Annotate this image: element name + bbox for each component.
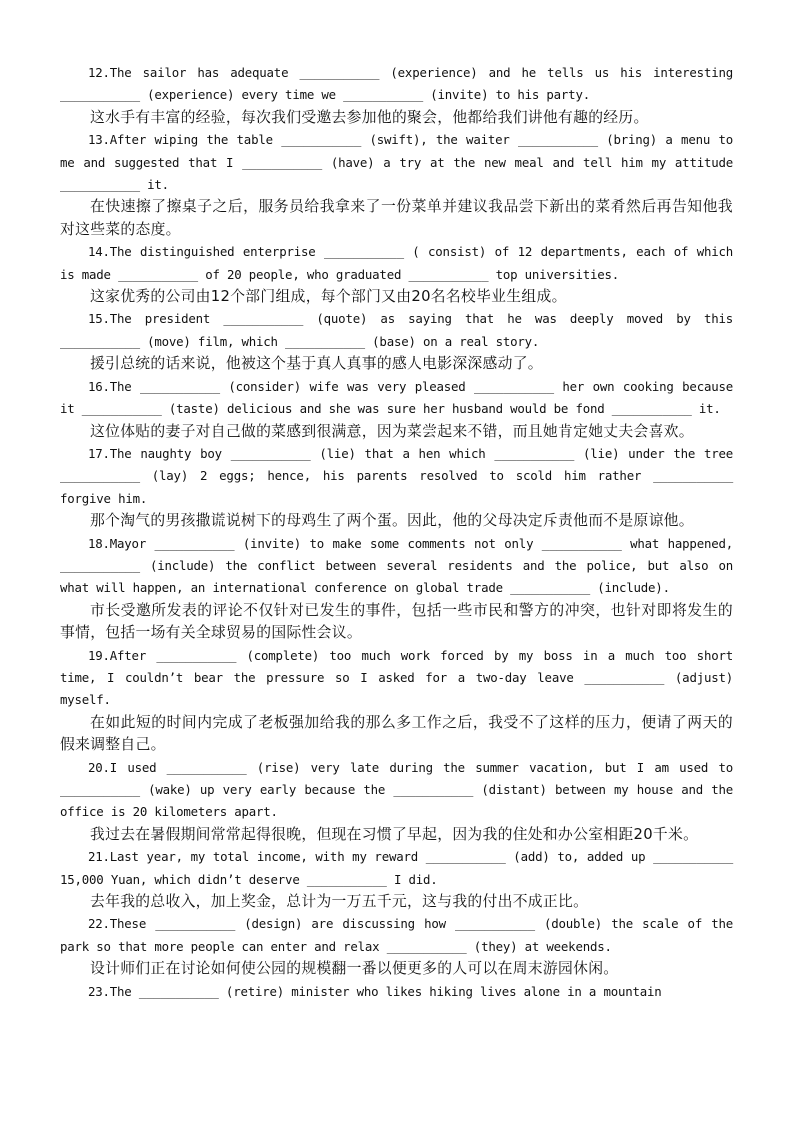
worksheet-page: [60, 62, 733, 1003]
exercise-item-19: [60, 645, 733, 757]
exercise-translation: 在快速擦了擦桌子之后，服务员给我拿来了一份菜单并建议我品尝下新出的菜肴然后再告知他我对这些菜的态度。: [60, 198, 733, 238]
exercise-translation: 援引总统的话来说，他被这个基于真人真事的感人电影深深感动了。: [90, 355, 543, 373]
exercise-item-14: [60, 241, 733, 308]
exercise-item-15: [60, 308, 733, 375]
exercise-translation: 市长受邀所发表的评论不仅针对已发生的事件，包括一些市民和警方的冲突，也针对即将发生的事情，包括一场有关全球贸易的国际性会议。: [60, 601, 733, 642]
exercise-sentence: 18.Mayor ___________ (invite) to make some comments not only ___________ what happened, ___________ (include) the conflict between several residents and the police, but also on what will happen, an international conference on global trade ___________ (include).: [60, 535, 733, 596]
exercise-sentence: 20.I used ___________ (rise) very late during the summer vacation, but I am used to ___________ (wake) up very early because the ___________ (distant) between my house and the office is 20 kilometers apart.: [60, 759, 733, 820]
exercise-sentence: 17.The naughty boy ___________ (lie) that a hen which ___________ (lie) under the tree ___________ (lay) 2 eggs; hence, his parents resolved to scold him rather ___________ forgive him.: [60, 445, 733, 506]
exercise-item-23: [60, 981, 733, 1003]
exercise-sentence: 12.The sailor has adequate ___________ (experience) and he tells us his interesting ___________ (experience) every time we ___________ (invite) to his party.: [60, 65, 733, 103]
exercise-item-12: [60, 62, 733, 129]
exercise-sentence: 14.The distinguished enterprise ___________ ( consist) of 12 departments, each of which is made ___________ of 20 people, who graduated ___________ top universities.: [60, 244, 733, 282]
exercise-sentence: 16.The ___________ (consider) wife was very pleased ___________ her own cooking because it ___________ (taste) delicious and she was sure her husband would be fond ___________ it.: [60, 378, 733, 417]
exercise-item-22: [60, 913, 733, 980]
exercise-sentence: 22.These ___________ (design) are discussing how ___________ (double) the scale of the park so that more people can enter and relax ___________ (they) at weekends.: [60, 916, 733, 954]
exercise-sentence: 21.Last year, my total income, with my reward ___________ (add) to, added up ___________ 15,000 Yuan, which didn’t deserve ___________ I did.: [60, 849, 733, 887]
exercise-item-18: [60, 533, 733, 645]
exercise-item-20: [60, 757, 733, 847]
exercise-translation: 去年我的总收入，加上奖金，总计为一万五千元，这与我的付出不成正比。: [90, 893, 589, 911]
exercise-item-16: [60, 376, 733, 443]
exercise-sentence: 23.The ___________ (retire) minister who likes hiking lives alone in a mountain: [88, 983, 662, 999]
exercise-translation: 这位体贴的妻子对自己做的菜感到很满意，因为菜尝起来不错，而且她肯定她丈夫会喜欢。: [90, 422, 694, 440]
exercise-translation: 这水手有丰富的经验，每次我们受邀去参加他的聚会，他都给我们讲他有趣的经历。: [90, 108, 649, 126]
exercise-item-17: [60, 443, 733, 533]
exercise-sentence: 13.After wiping the table ___________ (swift), the waiter ___________ (bring) a menu to me and suggested that I ___________ (have) a try at the new meal and tell him my attitude ___________ it.: [60, 132, 733, 193]
exercise-translation: 这家优秀的公司由12个部门组成，每个部门又由20名名校毕业生组成。: [90, 288, 567, 306]
exercise-sentence: 19.After ___________ (complete) too much work forced by my boss in a much too short time, I couldn’t bear the pressure so I asked for a two-day leave ___________ (adjust) myself.: [60, 647, 733, 708]
exercise-item-21: [60, 846, 733, 913]
exercise-sentence: 15.The president ___________ (quote) as saying that he was deeply moved by this ___________ (move) film, which ___________ (base) on a real story.: [60, 311, 733, 349]
exercise-translation: 那个淘气的男孩撒谎说树下的母鸡生了两个蛋。因此，他的父母决定斥责他而不是原谅他。: [90, 512, 694, 530]
exercise-translation: 设计师们正在讨论如何使公园的规模翻一番以便更多的人可以在周末游园休闲。: [90, 960, 619, 978]
exercise-item-13: [60, 129, 733, 241]
exercise-translation: 我过去在暑假期间常常起得很晚，但现在习惯了早起，因为我的住处和办公室相距20千米。: [90, 825, 699, 843]
exercise-translation: 在如此短的时间内完成了老板强加给我的那么多工作之后，我受不了这样的压力，便请了两天的假来调整自己。: [60, 713, 733, 754]
